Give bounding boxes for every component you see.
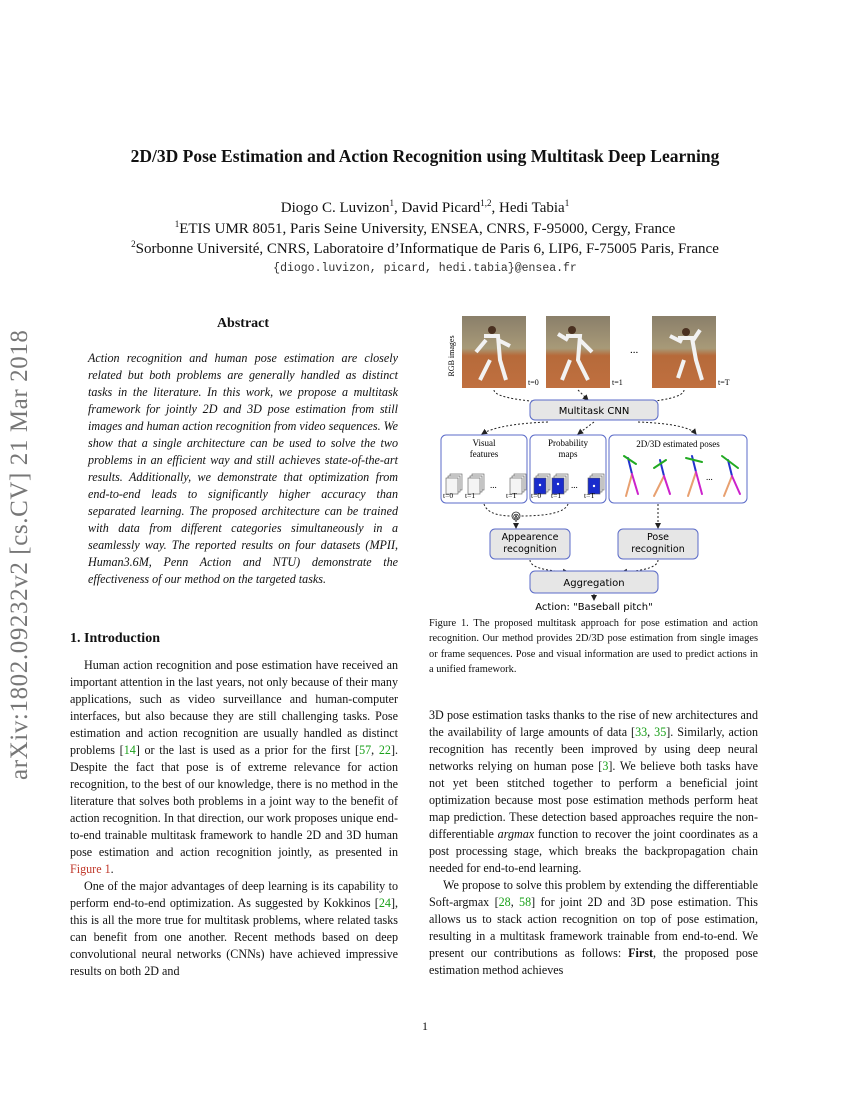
rgb-frame — [652, 316, 716, 388]
frame-label: t=1 — [551, 491, 562, 500]
pose-recognition-label: Pose recognition — [631, 532, 685, 555]
ellipsis-label: ... — [571, 480, 578, 490]
citation-link[interactable]: 33 — [635, 725, 648, 739]
frame-label: t=T — [506, 491, 517, 500]
figure-reference-link[interactable]: Figure 1 — [70, 862, 111, 876]
ellipsis-label: ... — [490, 480, 497, 490]
author-affiliation-mark: 1 — [564, 198, 570, 208]
ellipsis-label: ... — [706, 472, 713, 482]
citation-link[interactable]: 58 — [519, 895, 532, 909]
citation-link[interactable]: 57 — [359, 743, 372, 757]
page-number: 1 — [422, 1019, 428, 1033]
rgb-frame — [546, 316, 610, 388]
estimated-poses-label: 2D/3D estimated poses — [636, 439, 720, 449]
abstract-heading: Abstract — [216, 316, 270, 331]
paper-title: 2D/3D Pose Estimation and Action Recognition using Multitask Deep Learning — [130, 146, 720, 166]
citation-link[interactable]: 35 — [654, 725, 667, 739]
right-column-body — [429, 707, 758, 979]
probability-maps-label: Probability maps — [548, 438, 588, 459]
frame-label: t=T — [584, 491, 595, 500]
author-list: Diogo C. Luvizon$^1$, David Picard$^{1,2}$, Hedi Tabia$^1$ — [280, 198, 570, 216]
paragraph: 3D pose estimation tasks thanks to the rise of new architectures and the availability of large amounts of data [33, 35]. Similarly, action recognition has recently been improved by using deep neural networks relying on human pose [3]. We believe both tasks have not yet been stitched together to perform a beneficial joint optimization because most pose estimation methods perform heat map prediction. These detection based approaches require the non-differentiable argmax function to recover the joint coordinates as a post processing stage, which breaks the backpropagation chain needed for end-to-end learning. — [429, 708, 758, 875]
affiliation-1 — [0, 219, 850, 238]
aggregation-label: Aggregation — [563, 578, 625, 589]
frame-label: t=0 — [528, 378, 539, 387]
citation-link[interactable]: 28 — [498, 895, 511, 909]
estimated-poses-box — [609, 435, 747, 503]
paragraph: We propose to solve this problem by extending the differentiable Soft-argmax [28, 58] for joint 2D and 3D pose estimation. This allows us to stack action recognition on top of pose estimation, resulting in a multitask framework trainable from end-to-end. We present our contributions as follows: First, the proposed pose estimation method achieves — [429, 878, 759, 977]
author-name: Diogo C. Luvizon — [280, 200, 390, 216]
cnn-label: Multitask CNN — [558, 406, 630, 417]
affiliation-text: Sorbonne Université, CNRS, Laboratoire d’Informatique de Paris 6, LIP6, F-75005 Paris, France — [135, 241, 719, 257]
affiliation-text: ETIS UMR 8051, Paris Seine University, ENSEA, CNRS, F-95000, Cergy, France — [179, 221, 676, 237]
figure-caption: Figure 1. The proposed multitask approach for pose estimation and action recognition. Our method provides 2D/3D pose estimation from single images or frame sequences. Pose and visual information are used to predict actions in a unified framework. — [429, 618, 758, 676]
figure-1-diagram — [438, 308, 762, 614]
affiliation-2 — [0, 239, 850, 258]
visual-features-label: Visual features — [469, 438, 499, 459]
rgb-images-label: RGB images — [447, 335, 456, 377]
ellipsis-label: ... — [630, 344, 639, 356]
paragraph: One of the major advantages of deep learning is its capability to perform end-to-end optimization. As suggested by Kokkinos [24], this is all the more true for multitask problems, where related tasks can benefit from one another. Recent methods based on deep convolutional neural networks (CNNs) have achieved impressive results on both 2D and — [70, 879, 398, 978]
affiliation-number: 1 — [174, 219, 180, 229]
appearance-recognition-label: Appearence recognition — [501, 532, 559, 555]
arxiv-stamp: arXiv:1802.09232v2 [cs.CV] 21 Mar 2018 — [6, 329, 33, 780]
frame-label: t=0 — [443, 491, 454, 500]
citation-link[interactable]: 3 — [602, 759, 609, 773]
author-name: David Picard — [401, 200, 481, 216]
frame-label: t=1 — [465, 491, 476, 500]
section-heading-introduction: 1. Introduction — [70, 631, 160, 646]
aggregation-box — [530, 571, 658, 593]
paragraph: Human action recognition and pose estimation have received an important attention in the last years, not only because of their many applications, such as video surveillance and human-computer interfaces, but also because they are still challenging tasks. Pose estimation and action recognition are usually handled as distinct problems [14] or the last is used as a prior for the first [57, 22]. Despite the fact that pose is of extreme relevance for action recognition, to the best of our knowledge, there is no method in the literature that solves both problems in a joint way to the benefit of action recognition. In that direction, our work proposes unique end-to-end trainable multitask framework to handle 2D and 3D human pose estimation and action recognition jointly, as presented in Figure 1. — [70, 658, 399, 876]
frame-label: t=0 — [531, 491, 542, 500]
rgb-frame — [462, 316, 526, 388]
frame-label: t=1 — [612, 378, 623, 387]
pose-recognition-box — [618, 529, 698, 559]
citation-link[interactable]: 24 — [378, 896, 391, 910]
abstract-text: Action recognition and human pose estimation are closely related but both problems are generally handled as distinct tasks in the literature. In this work, we propose a multitask framework for jointly 2D and 3D pose estimation from still images and human action recognition from video sequences. We show that a single architecture can be used to solve the two problems in an efficient way and still achieves state-of-the-art results. Additionally, we demonstrate that optimization from end-to-end leads to significantly higher accuracy than separated learning. The proposed architecture can be trained with data from different categories simultaneously in a seamlessly way. The reported results on four datasets (MPII, Human3.6M, Penn Action and NTU) demonstrate the effectiveness of our method on the targeted tasks. — [88, 351, 399, 586]
author-affiliation-mark: 1 — [389, 198, 394, 208]
appearance-recognition-box — [490, 529, 570, 559]
author-name: Hedi Tabia — [498, 200, 565, 216]
frame-label: t=T — [718, 378, 730, 387]
affiliation-number: 2 — [131, 239, 136, 249]
citation-link[interactable]: 14 — [123, 743, 136, 757]
citation-link[interactable]: 22 — [378, 743, 391, 757]
author-email: {diogo.luvizon, picard, hedi.tabia}@ensea.fr — [273, 262, 577, 275]
otimes-symbol: ⊗ — [512, 512, 520, 521]
action-output-label: Action: "Baseball pitch" — [535, 602, 653, 613]
multitask-cnn-box — [530, 400, 658, 420]
left-column-body — [70, 657, 398, 980]
author-affiliation-mark: 1,2 — [480, 198, 492, 208]
